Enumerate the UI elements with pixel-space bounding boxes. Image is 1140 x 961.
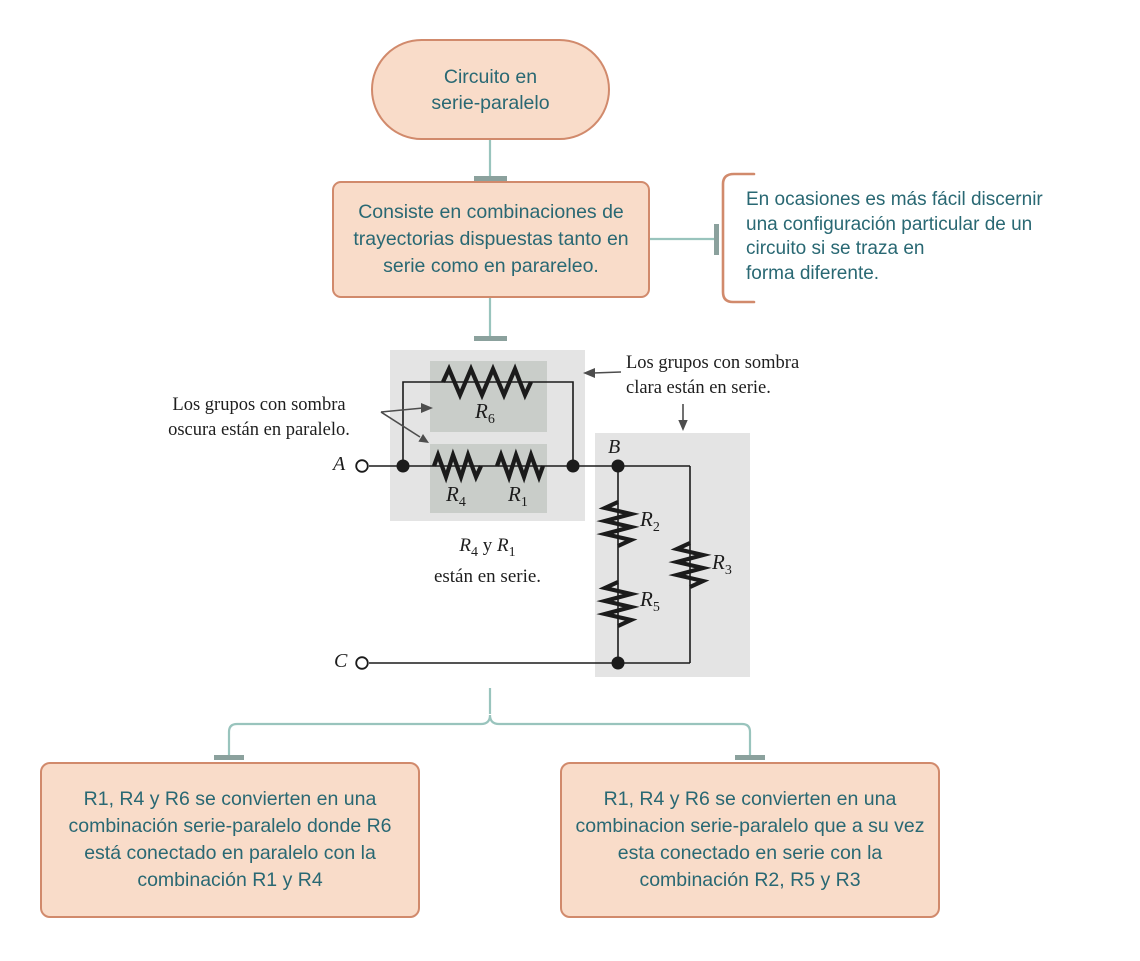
- connector-circuit-to-outcomes: [229, 688, 750, 758]
- series-caption-line1: $R_4$ y $R_1$: [459, 535, 516, 560]
- junction-dot-left: [397, 460, 410, 473]
- resistor-label-r1: $R_1$: [508, 482, 528, 511]
- connector-cap-note: [714, 224, 719, 255]
- node-outcome-series: [560, 762, 940, 918]
- node-outcome-parallel: [40, 762, 420, 918]
- arrowhead-light-to-right-group: [678, 420, 687, 431]
- junction-dot-right: [567, 460, 580, 473]
- connector-cap-circuit: [474, 336, 507, 341]
- arrow-light-to-left-group: [593, 372, 621, 373]
- resistor-label-r6: $R_6$: [475, 399, 495, 428]
- junction-dot-bottom: [612, 657, 625, 670]
- terminal-label-b: B: [608, 436, 621, 458]
- resistor-label-r5: $R_5$: [640, 587, 660, 616]
- connector-cap-outcome-right: [735, 755, 765, 760]
- connector-cap-outcome-left: [214, 755, 244, 760]
- node-title: [371, 39, 610, 140]
- annotation-dark-groups: Los grupos con sombra oscura están en paralelo.: [168, 395, 350, 440]
- node-definition-text: Consiste en combinaciones de trayectorias dispuestas tanto en serie como en parareleo.: [353, 201, 629, 277]
- terminal-a-circle: [356, 460, 368, 472]
- node-title-text: Circuito en serie-paralelo: [431, 65, 550, 114]
- resistor-label-r4: $R_4$: [446, 482, 466, 511]
- node-outcome-parallel-text: R1, R4 y R6 se convierten en una combinación serie-paralelo donde R6 está conectado en paralelo con la combinación R1 y R4: [68, 788, 392, 891]
- terminal-label-c: C: [334, 650, 348, 672]
- terminal-label-a: A: [333, 453, 346, 475]
- terminal-c-circle: [356, 657, 368, 669]
- annotation-light-groups: Los grupos con sombra clara están en serie.: [626, 353, 800, 398]
- series-caption: [395, 534, 580, 589]
- resistor-label-r3: $R_3$: [712, 550, 732, 579]
- side-note-text: En ocasiones es más fácil discernir una configuración particular de un circuito si se traza en forma diferente.: [746, 189, 1043, 284]
- junction-dot-b: [612, 460, 625, 473]
- node-outcome-series-text: R1, R4 y R6 se convierten en una combinacion serie-paralelo que a su vez esta conectado en serie con la combinación R2, R5 y R3: [575, 788, 925, 891]
- series-caption-line2: están en serie.: [433, 565, 542, 587]
- node-definition: [332, 181, 650, 298]
- resistor-label-r2: $R_2$: [640, 507, 660, 536]
